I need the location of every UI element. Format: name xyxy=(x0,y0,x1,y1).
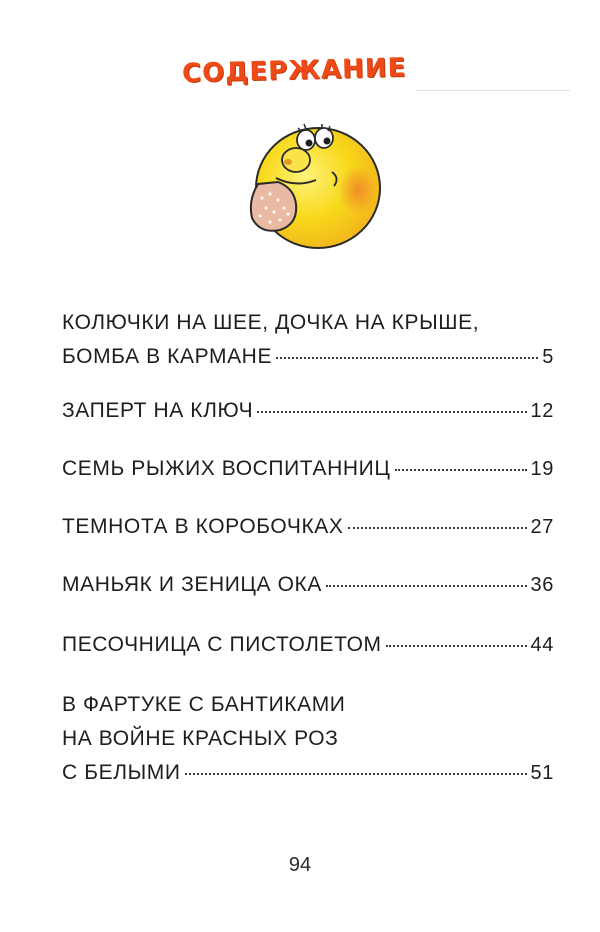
dot-leader xyxy=(326,581,527,587)
toc-entry xyxy=(62,306,554,374)
toc-entry-title-line: МАНЬЯК И ЗЕНИЦА ОКА xyxy=(62,573,322,596)
toc-entry-page: 36 xyxy=(530,574,554,596)
toc-entry-title-line: В ФАРТУКЕ С БАНТИКАМИ xyxy=(62,693,346,716)
heading-rule xyxy=(415,90,570,91)
toc-entry-page: 51 xyxy=(530,762,554,784)
toc-entry-page: 12 xyxy=(530,400,554,422)
toc-entry-title-line: ПЕСОЧНИЦА С ПИСТОЛЕТОМ xyxy=(62,633,382,656)
toc-entry-page: 19 xyxy=(530,458,554,480)
toc-entry-page: 5 xyxy=(542,346,554,368)
toc-entry xyxy=(62,510,554,544)
toc-entry-title-line: СЕМЬ РЫЖИХ ВОСПИТАННИЦ xyxy=(62,457,391,480)
toc-entry xyxy=(62,394,554,428)
toc-entry xyxy=(62,452,554,486)
toc-entry-page: 44 xyxy=(530,634,554,656)
dot-leader xyxy=(395,465,527,471)
toc-entry-title-line: С БЕЛЫМИ xyxy=(62,761,181,784)
toc-entry-page: 27 xyxy=(530,516,554,538)
dot-leader xyxy=(386,641,527,647)
dot-leader xyxy=(348,523,527,529)
dot-leader xyxy=(276,353,538,359)
dot-leader xyxy=(257,407,526,413)
toc-entry xyxy=(62,568,554,602)
toc-entry xyxy=(62,688,554,790)
page-number: 94 xyxy=(288,854,312,876)
mascot-illustration-icon xyxy=(236,118,386,258)
dot-leader xyxy=(185,769,527,775)
toc-entry-title-line: ТЕМНОТА В КОРОБОЧКАХ xyxy=(62,515,344,538)
toc-entry-title-line: КОЛЮЧКИ НА ШЕЕ, ДОЧКА НА КРЫШЕ, xyxy=(62,311,480,334)
toc-entry-title-line: ЗАПЕРТ НА КЛЮЧ xyxy=(62,399,254,422)
toc-entry-title-line: БОМБА В КАРМАНЕ xyxy=(62,345,273,368)
toc-entry-title-line: НА ВОЙНЕ КРАСНЫХ РОЗ xyxy=(62,727,339,750)
toc-entry xyxy=(62,628,554,662)
contents-heading: СОДЕРЖАНИЕ xyxy=(181,53,407,89)
